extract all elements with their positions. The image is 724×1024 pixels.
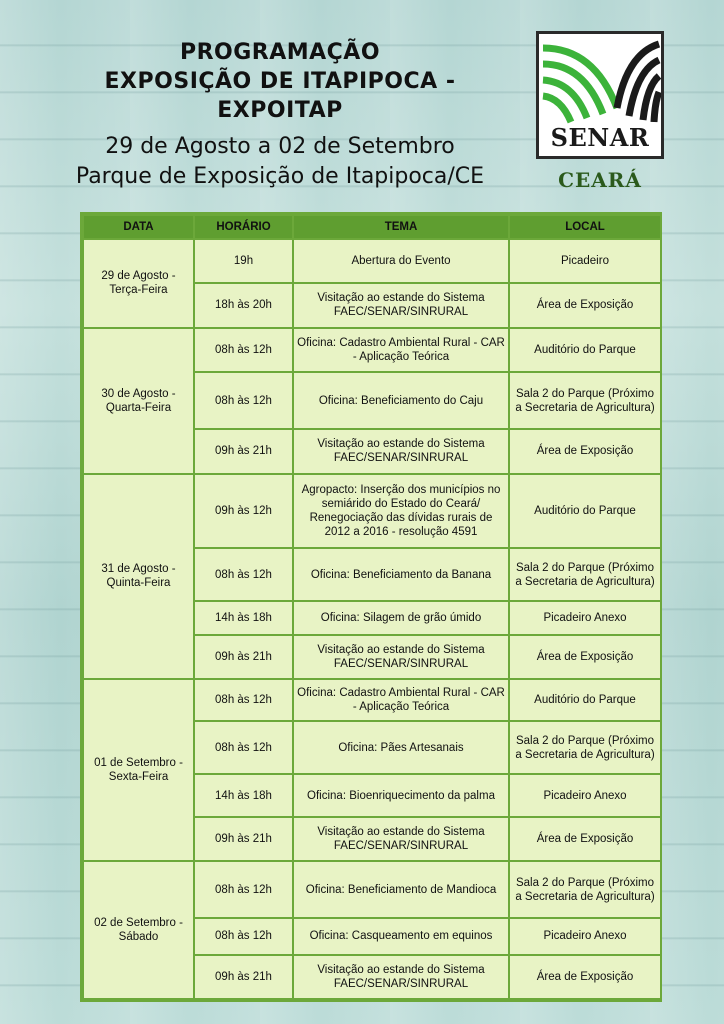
row-theme: Oficina: Cadastro Ambiental Rural - CAR - Aplicação Teórica: [294, 329, 508, 371]
row-theme: Oficina: Silagem de grão úmido: [294, 602, 508, 633]
row-time: 09h às 21h: [195, 430, 292, 472]
row-place: Picadeiro Anexo: [510, 775, 660, 815]
table-row: [84, 862, 660, 917]
row-time: 08h às 12h: [195, 329, 292, 371]
row-time: 14h às 18h: [195, 602, 292, 633]
day-date: 02 de Setembro - Sábado: [84, 862, 193, 998]
day-date: 31 de Agosto - Quinta-Feira: [84, 475, 193, 678]
row-time: 09h às 21h: [195, 956, 292, 998]
row-theme: Oficina: Beneficiamento do Caju: [294, 373, 508, 428]
row-place: Auditório do Parque: [510, 475, 660, 547]
day-date: 30 de Agosto - Quarta-Feira: [84, 329, 193, 473]
header-date: DATA: [84, 216, 193, 238]
table-row: [84, 475, 660, 547]
row-time: 09h às 21h: [195, 636, 292, 678]
row-theme: Visitação ao estande do Sistema FAEC/SENAR/SINRURAL: [294, 284, 508, 326]
row-place: Picadeiro Anexo: [510, 602, 660, 633]
row-place: Área de Exposição: [510, 636, 660, 678]
row-time: 09h às 12h: [195, 475, 292, 547]
senar-field-icon: [539, 36, 661, 128]
day-date: 01 de Setembro - Sexta-Feira: [84, 680, 193, 860]
row-place: Sala 2 do Parque (Próximo a Secretaria de Agricultura): [510, 373, 660, 428]
senar-logo: [536, 31, 664, 159]
table-row: [84, 680, 660, 720]
row-time: 19h: [195, 240, 292, 282]
row-time: 08h às 12h: [195, 919, 292, 953]
row-theme: Visitação ao estande do Sistema FAEC/SENAR/SINRURAL: [294, 818, 508, 860]
event-dates: 29 de Agosto a 02 de Setembro: [105, 134, 455, 159]
row-time: 18h às 20h: [195, 284, 292, 326]
row-place: Auditório do Parque: [510, 680, 660, 720]
row-theme: Agropacto: Inserção dos municípios no semiárido do Estado do Ceará/ Renegociação das dívidas rurais de 2012 a 2016 - resolução 4591: [294, 475, 508, 547]
row-theme: Visitação ao estande do Sistema FAEC/SENAR/SINRURAL: [294, 956, 508, 998]
row-place: Picadeiro: [510, 240, 660, 282]
row-theme: Visitação ao estande do Sistema FAEC/SENAR/SINRURAL: [294, 430, 508, 472]
row-time: 08h às 12h: [195, 862, 292, 917]
table-header-row: [84, 216, 660, 238]
row-theme: Visitação ao estande do Sistema FAEC/SENAR/SINRURAL: [294, 636, 508, 678]
row-time: 08h às 12h: [195, 549, 292, 600]
row-time: 08h às 12h: [195, 722, 292, 773]
row-place: Área de Exposição: [510, 430, 660, 472]
row-place: Sala 2 do Parque (Próximo a Secretaria de Agricultura): [510, 722, 660, 773]
logo-name: SENAR: [550, 123, 650, 152]
header-theme: TEMA: [294, 216, 508, 238]
row-theme: Oficina: Casqueamento em equinos: [294, 919, 508, 953]
title-line-3: EXPOITAP: [217, 98, 343, 123]
table-row: [84, 240, 660, 282]
row-time: 09h às 21h: [195, 818, 292, 860]
header-place: LOCAL: [510, 216, 660, 238]
event-venue: Parque de Exposição de Itapipoca/CE: [75, 164, 485, 189]
row-theme: Oficina: Beneficiamento da Banana: [294, 549, 508, 600]
header: [0, 0, 724, 205]
row-place: Área de Exposição: [510, 818, 660, 860]
row-time: 14h às 18h: [195, 775, 292, 815]
table-row: [84, 329, 660, 371]
row-time: 08h às 12h: [195, 373, 292, 428]
row-place: Sala 2 do Parque (Próximo a Secretaria de Agricultura): [510, 549, 660, 600]
row-time: 08h às 12h: [195, 680, 292, 720]
row-place: Auditório do Parque: [510, 329, 660, 371]
row-place: Sala 2 do Parque (Próximo a Secretaria de Agricultura): [510, 862, 660, 917]
day-date: 29 de Agosto - Terça-Feira: [84, 240, 193, 327]
title-line-2: EXPOSIÇÃO DE ITAPIPOCA -: [104, 69, 456, 94]
row-place: Área de Exposição: [510, 956, 660, 998]
row-theme: Oficina: Pães Artesanais: [294, 722, 508, 773]
row-theme: Abertura do Evento: [294, 240, 508, 282]
row-place: Picadeiro Anexo: [510, 919, 660, 953]
schedule-table-frame: [80, 212, 662, 1002]
schedule-table: [82, 214, 662, 1000]
row-theme: Oficina: Beneficiamento de Mandioca: [294, 862, 508, 917]
row-place: Área de Exposição: [510, 284, 660, 326]
row-theme: Oficina: Bioenriquecimento da palma: [294, 775, 508, 815]
header-time: HORÁRIO: [195, 216, 292, 238]
row-theme: Oficina: Cadastro Ambiental Rural - CAR - Aplicação Teórica: [294, 680, 508, 720]
logo-state: CEARÁ: [558, 168, 642, 192]
title-line-1: PROGRAMAÇÃO: [179, 40, 381, 65]
